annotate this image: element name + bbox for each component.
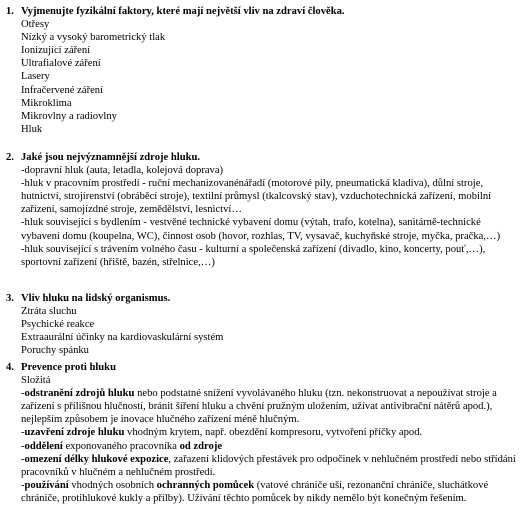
item-dash: - xyxy=(21,388,25,400)
item-text: vhodným krytem, např. obezdění kompresoru, vytvoření příčky apod. xyxy=(124,427,423,439)
item-keyword: oddělení xyxy=(24,440,63,452)
item-text: nebo podstatné snížení vyvolávaného hluku (tzn. nekonstruovat a nepoužívat stroje a zařízení s přílišnou hlučností, bránit šíření hluku a chvění pružným uložením, užívat antivibrační nátěrů apod.), nejlepším způsobem je inovace hlučného zařízení méně hlučným. xyxy=(21,388,497,426)
question-number: 4. xyxy=(6,362,14,373)
question-4 xyxy=(6,361,520,505)
item-keyword: ochranných pomůcek xyxy=(156,479,255,491)
list-item: Lasery xyxy=(21,71,50,83)
item-text: (vatové chrániče uší, rezonanční chrániče, sluchátkové chrániče, protihlukové kukly a přílby). Užívání těchto pomůcek by nikdy nemělo být konečným řešením. xyxy=(21,479,489,504)
item-dash: - xyxy=(21,479,25,491)
list-item: Ultrafialové záření xyxy=(21,58,101,70)
list-item: -hluk související s bydlením - vestvěné technické vybavení domu (výtah, trafo, kotelna), sanitárně-technické vybavení domu (koupelna, WC), činnost osob (hovor, rozhlas, TV, vysavač, kuchyňské stroje, myčka, pračka,…) xyxy=(21,217,501,242)
item-keyword: omezení délky hlukové expozice xyxy=(24,453,169,465)
item-keyword: používání xyxy=(24,479,69,491)
intro-text: Složitá xyxy=(21,375,51,387)
item-keyword: od zdroje xyxy=(179,440,223,452)
list-item: Nízký a vysoký barometrický tlak xyxy=(21,32,166,44)
list-item: Poruchy spánku xyxy=(21,345,89,357)
prevention-item-exposure-limit xyxy=(21,453,518,479)
item-dash: - xyxy=(21,453,25,465)
list-item: -hluk související s trávením volného času - kulturní a společenská zařízení (divadlo, kino, koncerty, pouť,…), sportovní zařízení (hřiště, bazén, střelnice,…) xyxy=(21,243,486,268)
item-text: , zařazení klidových přestávek pro odpočinek v nehlučném prostředí nebo střídání pracovníků v hlučném a nehlučném prostředí. xyxy=(21,453,516,478)
list-item: -dopravní hluk (auta, letadla, kolejová doprava) xyxy=(21,165,224,177)
list-item: Mikrovlny a radiovlny xyxy=(21,110,117,122)
question-1 xyxy=(6,5,520,136)
prevention-item-enclosure xyxy=(21,426,518,439)
list-item: Otřesy xyxy=(21,19,50,31)
question-number: 2. xyxy=(6,152,14,163)
question-2 xyxy=(6,151,520,269)
question-title: Jaké jsou nejvýznamnější zdroje hluku. xyxy=(21,152,201,163)
list-item: Infračervené záření xyxy=(21,84,104,96)
question-title: Vyjmenujte fyzikální faktory, které mají největší vliv na zdraví člověka. xyxy=(21,6,345,17)
list-item: Mikroklima xyxy=(21,97,72,109)
prevention-item-separation xyxy=(21,440,518,453)
prevention-item-source-removal xyxy=(21,387,518,426)
list-item: Extraaurální účinky na kardiovaskulární systém xyxy=(21,332,224,344)
question-3 xyxy=(6,292,520,357)
item-dash: - xyxy=(21,440,25,452)
list-item: -hluk v pracovním prostředí - ruční mechanizovanénářadí (motorové pily, pneumatická kladiva), důlní stroje, hutnictví, strojírenství (obráběcí stroje), textilní průmysl (tkalcovský stav), vzduchotechnická zařízení, mobilní zařízení, samojízdné stroje, zemědělství, lesnictví… xyxy=(21,178,492,216)
list-item: Ztráta sluchu xyxy=(21,306,77,318)
question-title: Vliv hluku na lidský organismus. xyxy=(21,293,171,304)
item-text: exponovaného pracovníka xyxy=(62,440,180,452)
list-item: Ionizující záření xyxy=(21,45,91,57)
list-item: Hluk xyxy=(21,123,43,135)
item-text: vhodných osobních xyxy=(68,479,157,491)
list-item: Psychické reakce xyxy=(21,319,95,331)
question-number: 1. xyxy=(6,6,14,17)
item-keyword: odstranění zdrojů hluku xyxy=(24,388,135,400)
prevention-item-protective-equipment xyxy=(21,479,518,505)
question-title: Prevence proti hluku xyxy=(21,362,116,373)
item-keyword: uzavření zdroje hluku xyxy=(24,427,125,439)
question-number: 3. xyxy=(6,293,14,304)
item-dash: - xyxy=(21,427,25,439)
